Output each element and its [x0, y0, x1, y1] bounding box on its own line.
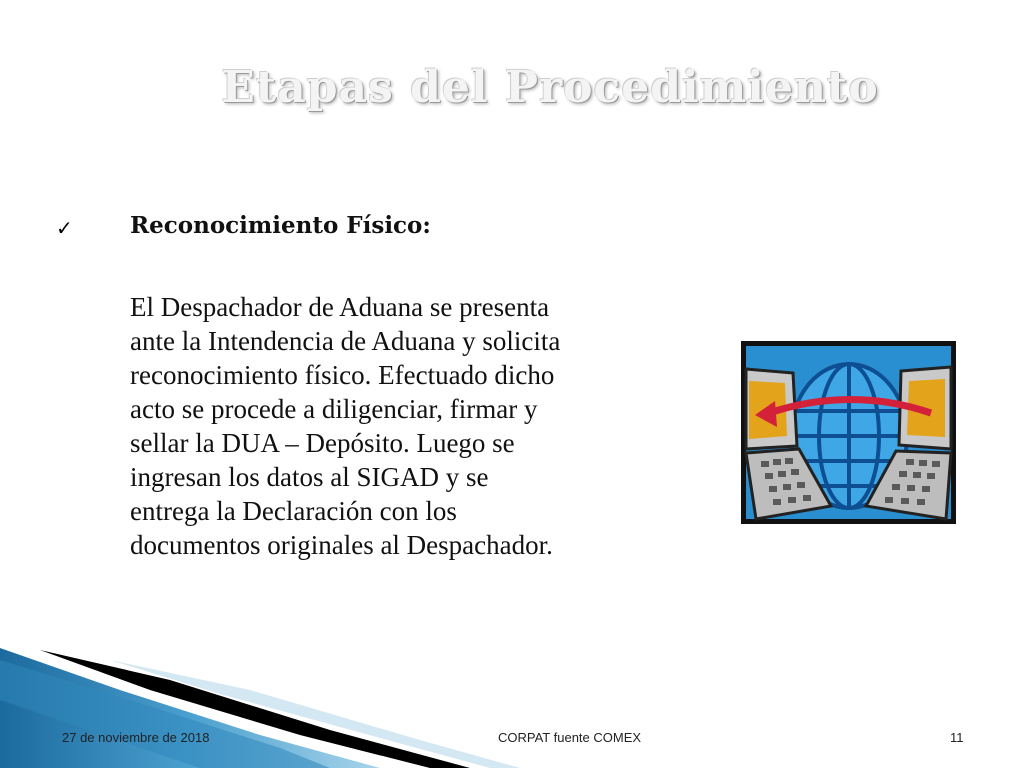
- footer-source: CORPAT fuente COMEX: [498, 730, 642, 745]
- footer-date: 27 de noviembre de 2018: [62, 730, 210, 745]
- computers-exchange-globe-icon: [741, 341, 956, 524]
- body-paragraph: El Despachador de Aduana se presenta ante la Intendencia de Aduana y solicita reconocimiento físico. Efectuado dicho acto se procede a diligenciar, firmar y sellar la DUA – Depósito. Luego se ingresan los datos al SIGAD y se entrega la Declaración con los documentos originales al Despachador.: [130, 292, 561, 560]
- checkmark-icon: ✓: [56, 216, 73, 240]
- page-number: 11: [950, 730, 964, 745]
- slide-title: Etapas del Procedimiento: [221, 62, 879, 113]
- bullet-heading: Reconocimiento Físico:: [130, 212, 431, 239]
